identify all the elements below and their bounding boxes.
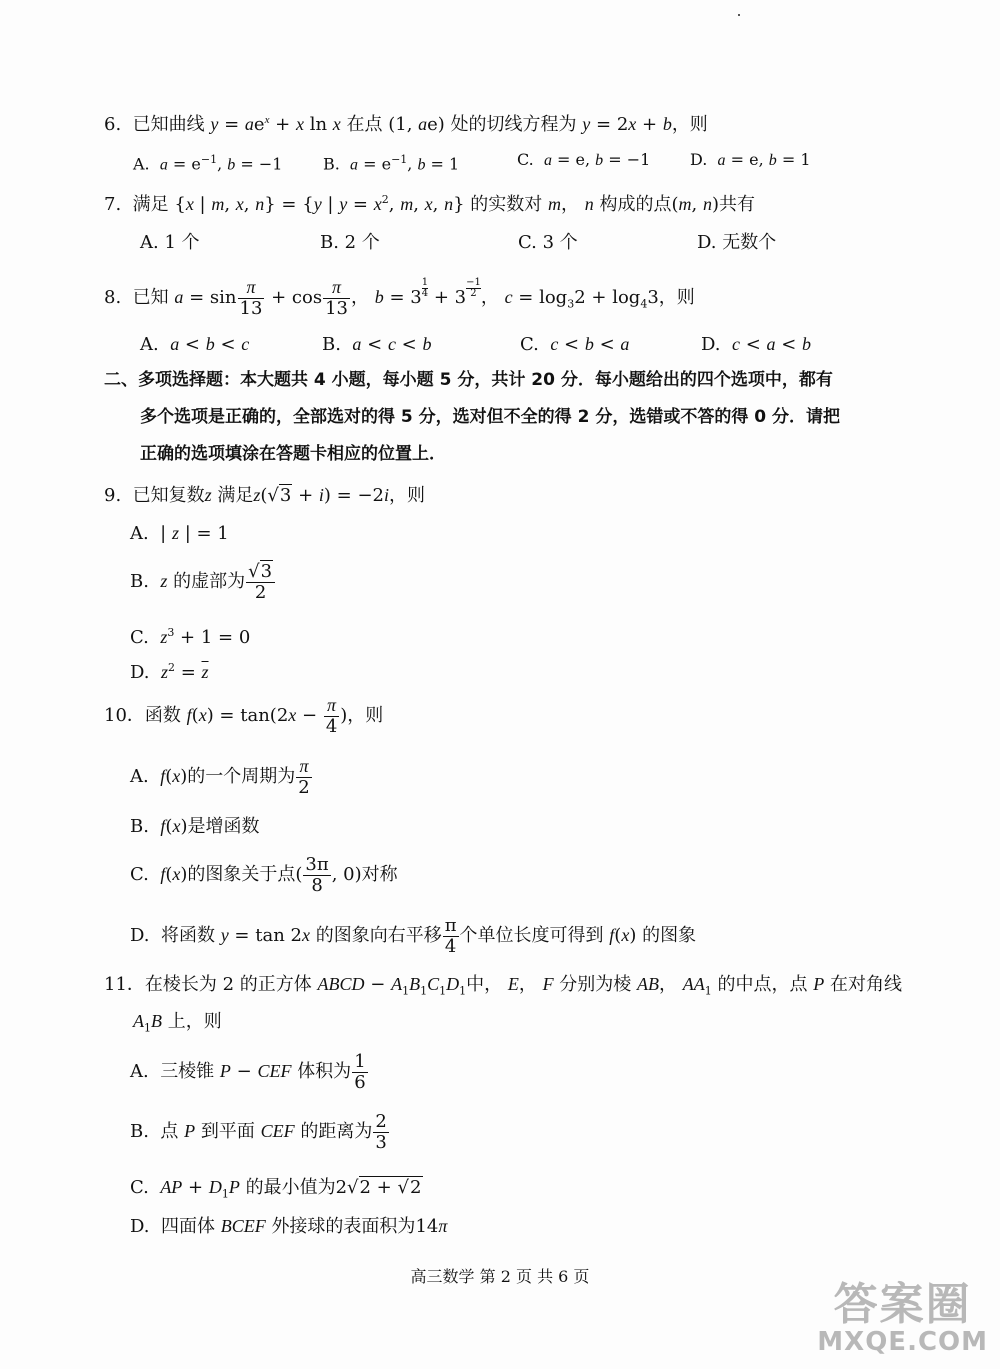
section-2-heading-line2: 多个选项是正确的，全部选对的得 5 分，选对但不全的得 2 分，选错或不答的得 0 分．请把 (140, 407, 840, 427)
question-7-option-c: C. 3 个 (518, 232, 578, 253)
question-6-stem: 6. 已知曲线 $y = ae^x + x$ ln x 在点 (1, ae) 处的切线方程为 y = 2x + b，则 (104, 114, 708, 135)
question-7-option-a: A. 1 个 (140, 232, 200, 253)
question-8-option-b: B. a < c < b (322, 334, 432, 355)
question-10-option-c: C. f(x)的图象关于点( $\frac{3\pi}{8}$ , 0)对称 (130, 853, 398, 896)
question-9-stem: 9. 已知复数z 满足z(√3 + i) = −2i，则 (104, 485, 426, 506)
question-6-option-a: A. $a = e^{-1}$, b = −1 (133, 153, 283, 174)
watermark (817, 1279, 988, 1357)
question-9-option-a: A. | z | = 1 (130, 523, 229, 544)
question-9-option-d: D. $z^2 = \overline{z}$ (130, 661, 209, 683)
question-10-stem: 10．函数 f(x) = tan(2x − $\frac{\pi}{4}$ )，则 (104, 695, 384, 737)
question-8-stem: 8. 已知 a = sin $\frac{\pi}{13}$ + cos $\frac{\pi}{13}$ ， b = 3 $\frac{1}{4}$ + 3 $\frac{-1}{2}$ ， $c = \log_32 + \log_43$，则 (104, 277, 695, 319)
question-11-stem-line1: 11．在棱长为 2 的正方体 ABCD − $A_1B_1C_1D_1$中， E， F 分别为棱 AB， $AA_1$ 的中点，点 P 在对角线 (104, 974, 902, 998)
question-6-option-d: D. a = e, b = 1 (690, 150, 811, 169)
question-11-option-d: D. 四面体 BCEF 外接球的表面积为14π (130, 1216, 448, 1237)
question-7-stem: 7. 满足 {x | m, x, n} = {y | $y = x^2$, m, x, n} 的实数对 m， n 构成的点(m, n)共有 (104, 193, 755, 215)
question-11-stem-line2: $A_1B$ 上，则 (133, 1011, 222, 1035)
question-11-option-c: C. AP + $D_1P$ 的最小值为2√2 + √2 (130, 1177, 422, 1201)
question-8-option-a: A. a < b < c (140, 334, 250, 355)
question-10-option-a: A. f(x)的一个周期为 $\frac{\pi}{2}$ (130, 756, 310, 798)
question-6-option-b: B. $a = e^{-1}$, b = 1 (323, 153, 460, 174)
page-footer: 高三数学 第 2 页 共 6 页 (410, 1267, 590, 1286)
question-6-option-c: C. a = e, b = −1 (517, 150, 651, 169)
question-8-option-d: D. c < a < b (701, 334, 812, 355)
question-7-option-d: D. 无数个 (697, 232, 777, 253)
question-9-option-b: B. z 的虚部为 $\frac{√3}{2}$ (130, 556, 276, 607)
question-10-option-d: D. 将函数 y = tan 2x 的图象向右平移 $\frac{\pi}{4}$ 个单位长度可得到 f(x) 的图象 (130, 914, 697, 957)
section-2-heading-line1: 二、多项选择题：本大题共 4 小题，每小题 5 分，共计 20 分．每小题给出的四个选项中，都有 (104, 370, 833, 390)
watermark-url: MXQE.COM (817, 1327, 988, 1357)
question-8-option-c: C. c < b < a (520, 334, 630, 355)
question-11-option-a: A. 三棱锥 P − CEF 体积为 $\frac{1}{6}$ (130, 1050, 366, 1093)
question-10-option-b: B. f(x)是增函数 (130, 816, 260, 837)
watermark-logo: 答案圈 (833, 1279, 972, 1330)
question-7-option-b: B. 2 个 (320, 232, 380, 253)
question-11-option-b: B. 点 P 到平面 CEF 的距离为 $\frac{2}{3}$ (130, 1110, 387, 1153)
section-2-heading-line3: 正确的选项填涂在答题卡相应的位置上． (140, 444, 446, 464)
scan-speck (738, 14, 740, 16)
question-9-option-c: C. $z^3 + 1 = 0$ (130, 626, 251, 648)
